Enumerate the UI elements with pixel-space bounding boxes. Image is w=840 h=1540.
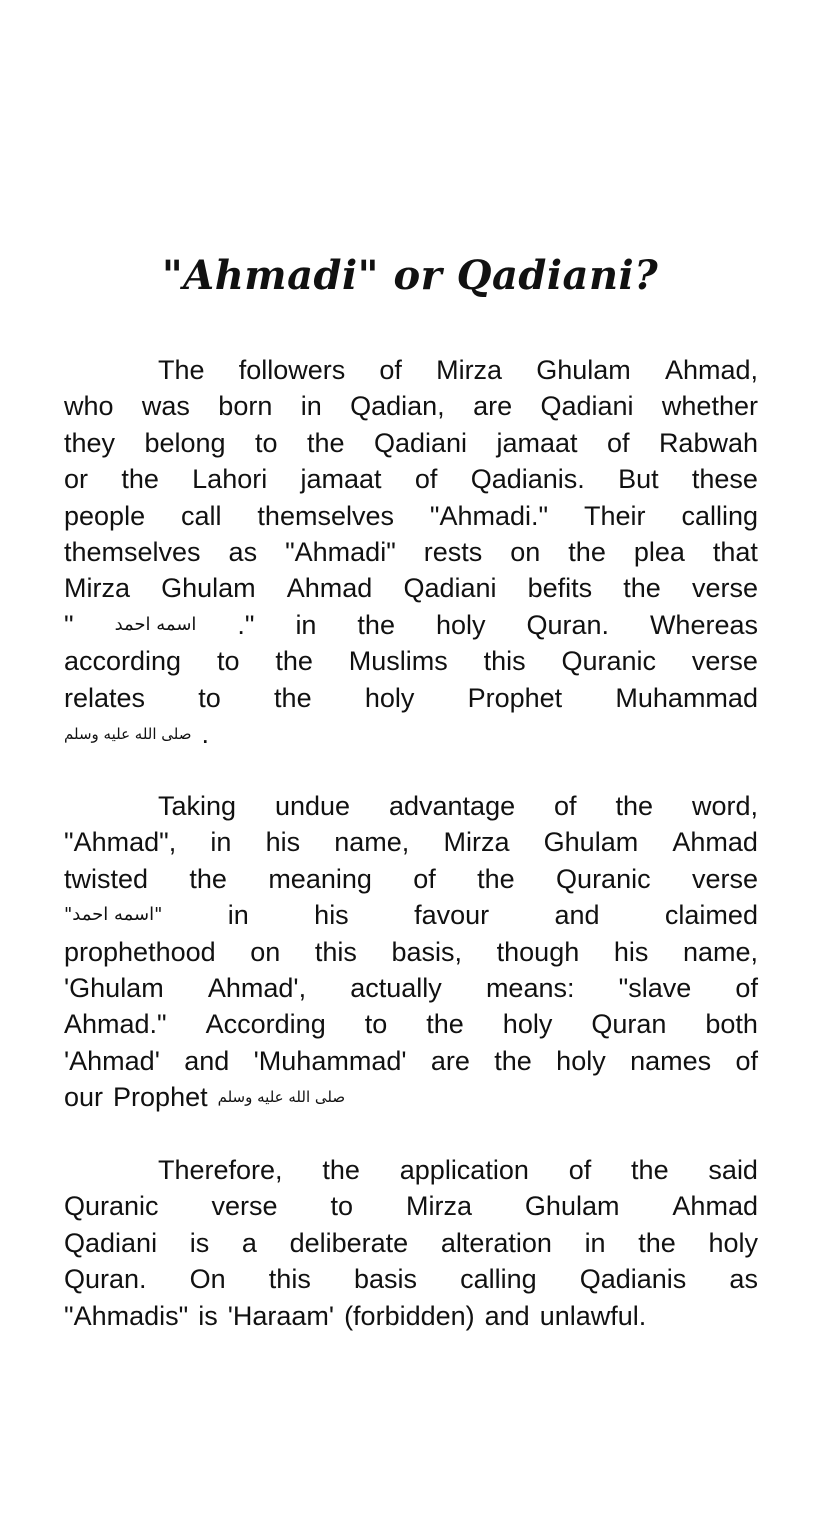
word: in xyxy=(210,827,232,858)
word: was xyxy=(141,391,190,422)
word: the xyxy=(494,1045,532,1076)
word: the xyxy=(615,791,654,821)
word: Ahmad', xyxy=(207,972,307,1003)
word: whether xyxy=(661,391,758,422)
text-line xyxy=(64,1298,758,1334)
word: Quran xyxy=(591,1009,667,1040)
word: basis, xyxy=(391,936,463,967)
word: relates xyxy=(64,682,146,713)
word: Lahori xyxy=(192,464,268,495)
text-line xyxy=(64,352,758,388)
word: to xyxy=(364,1009,388,1040)
word: "Ahmadi" xyxy=(285,536,396,567)
word: Qadian, xyxy=(350,391,445,422)
word: calling xyxy=(460,1264,537,1295)
word: of xyxy=(413,863,436,894)
word: said xyxy=(708,1155,758,1185)
word: this xyxy=(268,1264,311,1295)
word: in xyxy=(300,391,322,422)
text-line xyxy=(64,607,758,643)
text-line xyxy=(64,1225,758,1261)
word: this xyxy=(314,936,357,967)
word: his xyxy=(314,900,349,931)
word: the xyxy=(121,464,159,495)
word: "Ahmad", xyxy=(64,827,177,858)
word: though xyxy=(496,936,580,967)
word: the xyxy=(477,863,515,894)
word: as xyxy=(729,1264,758,1295)
word: Ghulam xyxy=(524,1191,620,1222)
word: ." xyxy=(237,609,255,640)
text-line xyxy=(64,1079,758,1115)
word: the xyxy=(357,609,395,640)
text-line xyxy=(64,498,758,534)
word: holy xyxy=(556,1045,606,1076)
word: prophethood xyxy=(64,936,216,967)
word: to xyxy=(330,1191,354,1222)
word: born xyxy=(218,391,273,422)
word: to xyxy=(216,646,240,677)
word: means: xyxy=(485,972,575,1003)
word: Ahmad xyxy=(672,1191,758,1222)
word: the xyxy=(189,863,227,894)
word: Mirza xyxy=(436,355,503,385)
text-line xyxy=(64,570,758,606)
word: jamaat xyxy=(300,464,382,495)
word: the xyxy=(568,536,606,567)
word: of xyxy=(414,464,438,495)
word: Ahmad xyxy=(672,827,758,858)
word: Quran. xyxy=(526,609,609,640)
word: this xyxy=(483,646,526,677)
word: 'Ahmad' xyxy=(64,1045,160,1076)
text-line xyxy=(64,934,758,970)
word: 'Ghulam xyxy=(64,972,164,1003)
word: claimed xyxy=(664,900,758,931)
word: undue xyxy=(274,791,351,821)
word: advantage xyxy=(388,791,516,821)
word: Ghulam xyxy=(543,827,639,858)
word: to xyxy=(255,427,278,458)
word: plea xyxy=(633,536,685,567)
word: who xyxy=(64,391,114,422)
text-line xyxy=(64,824,758,860)
word: are xyxy=(430,1045,470,1076)
word: his xyxy=(613,936,649,967)
arabic-text: اسمه احمد xyxy=(114,613,197,635)
word: Mirza xyxy=(405,1191,472,1222)
word: Ahmad, xyxy=(664,355,758,385)
word: the xyxy=(638,1227,676,1258)
word: Qadianis xyxy=(579,1264,687,1295)
text-line xyxy=(64,861,758,897)
arabic-text: صلى الله عليه وسلم xyxy=(64,724,192,743)
text-line xyxy=(64,1188,758,1224)
word: Quran. xyxy=(64,1264,147,1295)
word: that xyxy=(712,536,758,567)
arabic-text: "اسمه احمد" xyxy=(64,904,163,926)
text-line xyxy=(64,388,758,424)
arabic-text: صلى الله عليه وسلم xyxy=(217,1088,346,1107)
word: is xyxy=(198,1300,218,1331)
word: of xyxy=(606,427,630,458)
word: Quranic xyxy=(556,863,651,894)
word: Qadiani xyxy=(373,427,468,458)
text-line xyxy=(64,1152,758,1188)
word: Ghulam xyxy=(536,355,631,385)
word: of xyxy=(568,1155,592,1185)
word: the xyxy=(631,1155,669,1185)
word: the xyxy=(275,646,313,677)
text-line xyxy=(64,788,758,824)
paragraph-2 xyxy=(64,788,758,1116)
word: are xyxy=(473,391,513,422)
word: of xyxy=(554,791,577,821)
word: call xyxy=(181,500,222,531)
page-title: "Ahmadi" or Qadiani? xyxy=(161,252,659,299)
word: application xyxy=(399,1155,529,1185)
word: to xyxy=(198,682,221,713)
word: But xyxy=(618,464,659,495)
text-line xyxy=(64,970,758,1006)
paragraph-3 xyxy=(64,1152,758,1334)
word: holy xyxy=(435,609,486,640)
word: Mirza xyxy=(64,573,130,604)
word: Mirza xyxy=(443,827,510,858)
word: Qadiani xyxy=(403,573,497,604)
word: on xyxy=(510,536,541,567)
word: 'Muhammad' xyxy=(253,1045,407,1076)
word: Quranic xyxy=(64,1191,159,1222)
text-line xyxy=(64,680,758,716)
word: alteration xyxy=(440,1227,552,1258)
word: Therefore, xyxy=(158,1155,283,1185)
word: verse xyxy=(691,646,758,677)
word: holy xyxy=(708,1227,758,1258)
word: jamaat xyxy=(496,427,578,458)
word: "Ahmadis" xyxy=(64,1300,189,1331)
word: Their xyxy=(584,500,646,531)
word: the xyxy=(274,682,312,713)
word: of xyxy=(379,355,402,385)
word: Ghulam xyxy=(161,573,256,604)
word: deliberate xyxy=(289,1227,409,1258)
word: basis xyxy=(353,1264,417,1295)
word: Muslims xyxy=(348,646,448,677)
word: (forbidden) xyxy=(344,1300,475,1331)
word: is xyxy=(189,1227,210,1258)
word: calling xyxy=(681,500,758,531)
word: " xyxy=(64,609,74,640)
word: name, xyxy=(682,936,758,967)
word: . xyxy=(201,718,210,749)
text-line xyxy=(64,1006,758,1042)
word: they xyxy=(64,427,116,458)
word: Quranic xyxy=(561,646,657,677)
word: "Ahmadi." xyxy=(429,500,549,531)
word: Prophet xyxy=(467,682,563,713)
word: verse xyxy=(211,1191,278,1222)
word: Qadianis. xyxy=(470,464,585,495)
word: holy xyxy=(364,682,415,713)
word: followers xyxy=(238,355,346,385)
word: The xyxy=(158,355,205,385)
word: Rabwah xyxy=(658,427,758,458)
text-line xyxy=(64,461,758,497)
word: "slave xyxy=(618,972,692,1003)
word: unlawful. xyxy=(539,1300,647,1331)
word: both xyxy=(705,1009,758,1040)
word: and xyxy=(554,900,600,931)
word: 'Haraam' xyxy=(227,1300,335,1331)
word: of xyxy=(735,1045,758,1076)
word: names xyxy=(630,1045,712,1076)
word: according xyxy=(64,646,182,677)
word: and xyxy=(184,1045,230,1076)
text-line xyxy=(64,425,758,461)
word: of xyxy=(735,972,758,1003)
word: our xyxy=(64,1082,104,1113)
word: Qadiani xyxy=(64,1227,158,1258)
text-line xyxy=(64,643,758,679)
word: or xyxy=(64,464,89,495)
word: rests xyxy=(423,536,483,567)
word: name, xyxy=(334,827,410,858)
word: Taking xyxy=(158,791,237,821)
word: holy xyxy=(502,1009,553,1040)
word: the xyxy=(322,1155,360,1185)
word: in xyxy=(584,1227,606,1258)
word: favour xyxy=(414,900,490,931)
word: word, xyxy=(691,791,758,821)
text-line xyxy=(64,897,758,933)
word: On xyxy=(189,1264,226,1295)
word: Ahmad xyxy=(286,573,373,604)
word: twisted xyxy=(64,863,149,894)
word: the xyxy=(623,573,661,604)
word: his xyxy=(265,827,301,858)
word: belong xyxy=(144,427,226,458)
word: Prophet xyxy=(113,1082,208,1113)
word: Qadiani xyxy=(540,391,634,422)
word: people xyxy=(64,500,146,531)
text-line xyxy=(64,1043,758,1079)
text-line xyxy=(64,534,758,570)
word: befits xyxy=(527,573,593,604)
text-line xyxy=(64,1261,758,1297)
word: in xyxy=(227,900,249,931)
word: actually xyxy=(350,972,442,1003)
word: According xyxy=(205,1009,326,1040)
word: these xyxy=(691,464,758,495)
word: verse xyxy=(691,863,758,894)
word: as xyxy=(228,536,258,567)
word: and xyxy=(484,1300,530,1331)
word: verse xyxy=(691,573,758,604)
word: Ahmad." xyxy=(64,1009,167,1040)
word: the xyxy=(426,1009,464,1040)
word: the xyxy=(306,427,345,458)
text-line xyxy=(64,716,758,752)
word: Muhammad xyxy=(615,682,758,713)
word: themselves xyxy=(257,500,394,531)
paragraph-1 xyxy=(64,352,758,752)
word: on xyxy=(250,936,281,967)
word: a xyxy=(241,1227,257,1258)
word: in xyxy=(295,609,317,640)
word: themselves xyxy=(64,536,201,567)
word: meaning xyxy=(268,863,372,894)
word: Whereas xyxy=(649,609,758,640)
